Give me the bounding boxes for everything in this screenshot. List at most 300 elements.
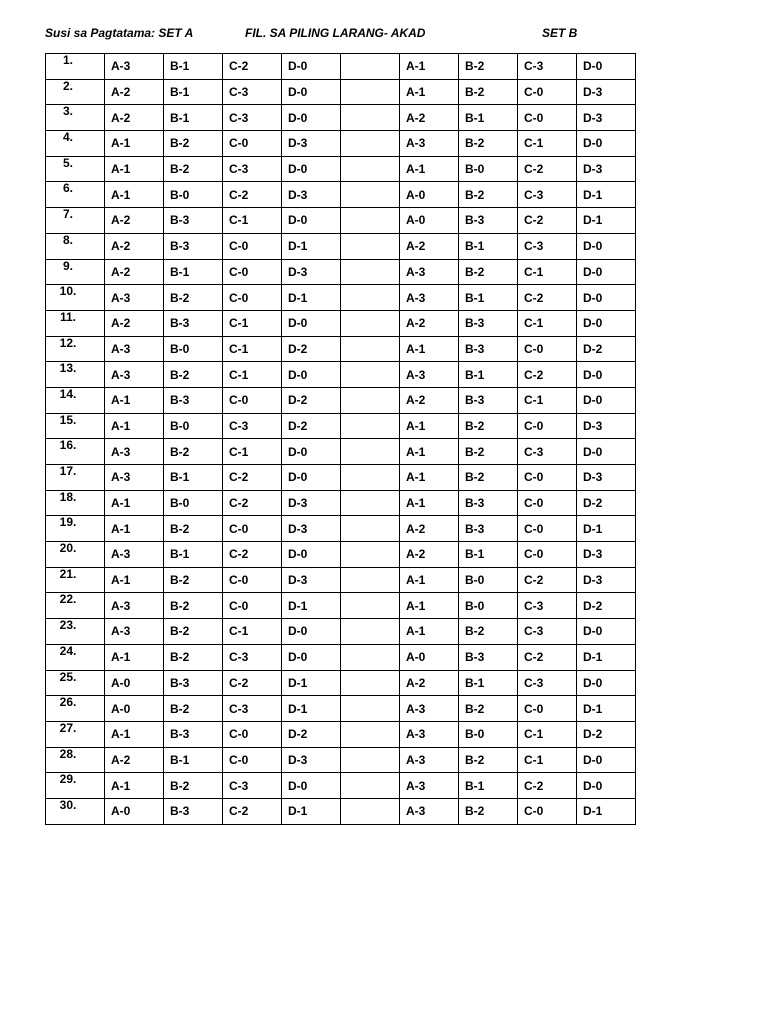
table-row	[46, 542, 636, 568]
set-a-answer-cell: C-1	[223, 208, 282, 234]
table-row	[46, 773, 636, 799]
table-row	[46, 259, 636, 285]
set-a-answer-cell: B-1	[164, 542, 223, 568]
set-a-answer-cell: A-0	[105, 798, 164, 824]
set-b-answer-cell: C-2	[518, 644, 577, 670]
table-row	[46, 567, 636, 593]
set-b-answer-cell: A-1	[400, 54, 459, 80]
set-a-answer-cell: B-3	[164, 310, 223, 336]
set-a-answer-cell: A-3	[105, 336, 164, 362]
separator-cell	[341, 619, 400, 645]
separator-cell	[341, 542, 400, 568]
set-b-answer-cell: B-2	[459, 79, 518, 105]
table-row	[46, 644, 636, 670]
set-b-answer-cell: C-1	[518, 259, 577, 285]
set-b-answer-cell: D-0	[577, 619, 636, 645]
set-b-answer-cell: C-2	[518, 208, 577, 234]
set-b-answer-cell: C-1	[518, 310, 577, 336]
set-b-answer-cell: A-0	[400, 644, 459, 670]
set-a-answer-cell: C-3	[223, 413, 282, 439]
set-a-answer-cell: B-1	[164, 54, 223, 80]
set-b-answer-cell: D-1	[577, 798, 636, 824]
set-b-answer-cell: B-3	[459, 490, 518, 516]
set-b-answer-cell: B-1	[459, 233, 518, 259]
set-a-answer-cell: B-0	[164, 336, 223, 362]
set-a-answer-cell: A-1	[105, 387, 164, 413]
table-row	[46, 79, 636, 105]
set-b-answer-cell: D-0	[577, 387, 636, 413]
set-b-answer-cell: B-0	[459, 721, 518, 747]
set-a-answer-cell: D-3	[282, 747, 341, 773]
set-a-answer-cell: B-2	[164, 131, 223, 157]
set-b-answer-cell: D-3	[577, 105, 636, 131]
set-b-answer-cell: B-2	[459, 747, 518, 773]
separator-cell	[341, 516, 400, 542]
set-a-answer-cell: D-0	[282, 362, 341, 388]
set-b-answer-cell: C-0	[518, 798, 577, 824]
set-a-answer-cell: A-2	[105, 747, 164, 773]
set-a-answer-cell: D-1	[282, 285, 341, 311]
set-a-answer-cell: B-2	[164, 516, 223, 542]
set-a-answer-cell: B-2	[164, 285, 223, 311]
item-number: 14.	[46, 387, 105, 413]
set-a-answer-cell: C-0	[223, 131, 282, 157]
set-b-answer-cell: B-2	[459, 54, 518, 80]
separator-cell	[341, 721, 400, 747]
set-a-answer-cell: A-3	[105, 593, 164, 619]
item-number: 6.	[46, 182, 105, 208]
set-a-answer-cell: D-0	[282, 465, 341, 491]
separator-cell	[341, 79, 400, 105]
set-a-answer-cell: B-1	[164, 259, 223, 285]
set-a-answer-cell: B-3	[164, 798, 223, 824]
set-b-answer-cell: C-3	[518, 619, 577, 645]
separator-cell	[341, 439, 400, 465]
set-b-answer-cell: A-0	[400, 182, 459, 208]
set-a-answer-cell: C-3	[223, 156, 282, 182]
set-b-answer-cell: A-1	[400, 156, 459, 182]
set-b-answer-cell: A-3	[400, 747, 459, 773]
item-number: 21.	[46, 567, 105, 593]
set-b-answer-cell: C-0	[518, 542, 577, 568]
table-row	[46, 670, 636, 696]
set-a-answer-cell: C-0	[223, 259, 282, 285]
set-a-answer-cell: D-1	[282, 233, 341, 259]
set-b-answer-cell: C-1	[518, 387, 577, 413]
set-b-answer-cell: A-1	[400, 619, 459, 645]
set-b-answer-cell: B-3	[459, 644, 518, 670]
set-a-answer-cell: D-3	[282, 567, 341, 593]
set-a-answer-cell: D-0	[282, 79, 341, 105]
set-b-answer-cell: C-1	[518, 747, 577, 773]
separator-cell	[341, 670, 400, 696]
set-b-answer-cell: A-1	[400, 567, 459, 593]
set-a-answer-cell: B-2	[164, 156, 223, 182]
table-row	[46, 336, 636, 362]
set-b-answer-cell: C-0	[518, 696, 577, 722]
set-a-answer-cell: B-1	[164, 105, 223, 131]
set-b-answer-cell: A-3	[400, 285, 459, 311]
set-b-answer-cell: B-2	[459, 182, 518, 208]
set-b-answer-cell: D-0	[577, 233, 636, 259]
set-b-answer-cell: A-3	[400, 773, 459, 799]
item-number: 2.	[46, 79, 105, 105]
set-a-answer-cell: B-0	[164, 182, 223, 208]
set-b-answer-cell: A-2	[400, 516, 459, 542]
set-b-answer-cell: B-0	[459, 567, 518, 593]
item-number: 1.	[46, 54, 105, 80]
set-b-answer-cell: A-2	[400, 105, 459, 131]
set-a-answer-cell: A-1	[105, 721, 164, 747]
set-a-answer-cell: A-1	[105, 131, 164, 157]
set-a-answer-cell: A-2	[105, 259, 164, 285]
set-a-answer-cell: A-2	[105, 233, 164, 259]
set-a-answer-cell: B-2	[164, 567, 223, 593]
set-b-answer-cell: D-2	[577, 721, 636, 747]
set-b-answer-cell: C-0	[518, 516, 577, 542]
set-b-answer-cell: D-1	[577, 516, 636, 542]
item-number: 5.	[46, 156, 105, 182]
set-b-answer-cell: D-2	[577, 593, 636, 619]
set-a-answer-cell: B-2	[164, 439, 223, 465]
set-a-answer-cell: D-2	[282, 413, 341, 439]
set-b-answer-cell: D-0	[577, 773, 636, 799]
separator-cell	[341, 490, 400, 516]
set-a-answer-cell: C-0	[223, 285, 282, 311]
set-a-answer-cell: C-3	[223, 79, 282, 105]
set-a-answer-cell: A-0	[105, 670, 164, 696]
set-b-answer-cell: C-2	[518, 156, 577, 182]
table-row	[46, 54, 636, 80]
set-a-answer-cell: D-0	[282, 54, 341, 80]
set-b-answer-cell: D-2	[577, 336, 636, 362]
set-a-answer-cell: A-2	[105, 79, 164, 105]
answer-key-body	[46, 54, 636, 825]
set-a-answer-cell: A-0	[105, 696, 164, 722]
set-b-answer-cell: D-0	[577, 670, 636, 696]
set-a-answer-cell: B-1	[164, 79, 223, 105]
item-number: 25.	[46, 670, 105, 696]
table-row	[46, 516, 636, 542]
set-a-answer-cell: C-2	[223, 490, 282, 516]
set-a-answer-cell: A-3	[105, 619, 164, 645]
table-row	[46, 696, 636, 722]
set-a-answer-cell: B-3	[164, 233, 223, 259]
item-number: 20.	[46, 542, 105, 568]
set-b-answer-cell: C-3	[518, 54, 577, 80]
set-a-answer-cell: D-1	[282, 670, 341, 696]
separator-cell	[341, 285, 400, 311]
set-a-answer-cell: C-2	[223, 182, 282, 208]
item-number: 10.	[46, 285, 105, 311]
set-a-answer-cell: D-3	[282, 516, 341, 542]
separator-cell	[341, 644, 400, 670]
set-b-answer-cell: C-1	[518, 721, 577, 747]
set-b-answer-cell: C-3	[518, 233, 577, 259]
set-b-answer-cell: D-0	[577, 54, 636, 80]
set-a-answer-cell: A-3	[105, 362, 164, 388]
set-b-answer-cell: A-1	[400, 439, 459, 465]
set-a-answer-cell: C-0	[223, 567, 282, 593]
set-a-answer-cell: C-0	[223, 516, 282, 542]
set-a-title: Susi sa Pagtatama: SET A	[45, 26, 194, 40]
item-number: 11.	[46, 310, 105, 336]
set-a-answer-cell: B-2	[164, 362, 223, 388]
set-a-answer-cell: A-1	[105, 182, 164, 208]
table-row	[46, 182, 636, 208]
table-row	[46, 156, 636, 182]
set-a-answer-cell: A-1	[105, 567, 164, 593]
set-a-answer-cell: B-2	[164, 644, 223, 670]
separator-cell	[341, 156, 400, 182]
set-b-answer-cell: B-3	[459, 208, 518, 234]
subject-title: FIL. SA PILING LARANG- AKAD	[245, 26, 426, 40]
table-row	[46, 465, 636, 491]
set-a-answer-cell: D-0	[282, 773, 341, 799]
set-a-answer-cell: D-1	[282, 798, 341, 824]
set-a-answer-cell: C-3	[223, 696, 282, 722]
set-b-answer-cell: B-1	[459, 285, 518, 311]
table-row	[46, 387, 636, 413]
set-b-answer-cell: B-2	[459, 259, 518, 285]
set-b-answer-cell: B-2	[459, 696, 518, 722]
table-row	[46, 593, 636, 619]
set-b-answer-cell: D-0	[577, 131, 636, 157]
set-b-answer-cell: A-0	[400, 208, 459, 234]
set-a-answer-cell: B-0	[164, 413, 223, 439]
item-number: 28.	[46, 747, 105, 773]
set-b-answer-cell: D-1	[577, 208, 636, 234]
item-number: 23.	[46, 619, 105, 645]
set-a-answer-cell: D-2	[282, 721, 341, 747]
set-b-answer-cell: A-2	[400, 233, 459, 259]
set-b-answer-cell: B-2	[459, 465, 518, 491]
set-a-answer-cell: B-1	[164, 747, 223, 773]
set-b-answer-cell: D-1	[577, 644, 636, 670]
set-a-answer-cell: D-0	[282, 208, 341, 234]
separator-cell	[341, 696, 400, 722]
set-a-answer-cell: D-0	[282, 310, 341, 336]
item-number: 17.	[46, 465, 105, 491]
set-a-answer-cell: D-0	[282, 105, 341, 131]
set-b-answer-cell: B-3	[459, 310, 518, 336]
set-a-answer-cell: A-2	[105, 208, 164, 234]
table-row	[46, 490, 636, 516]
set-b-answer-cell: C-0	[518, 79, 577, 105]
set-a-answer-cell: A-1	[105, 644, 164, 670]
answer-key-table	[45, 53, 636, 825]
set-a-answer-cell: B-2	[164, 773, 223, 799]
item-number: 4.	[46, 131, 105, 157]
set-a-answer-cell: A-3	[105, 465, 164, 491]
set-a-answer-cell: B-3	[164, 721, 223, 747]
set-b-answer-cell: A-1	[400, 490, 459, 516]
set-a-answer-cell: D-0	[282, 439, 341, 465]
set-a-answer-cell: D-2	[282, 387, 341, 413]
separator-cell	[341, 362, 400, 388]
separator-cell	[341, 131, 400, 157]
set-a-answer-cell: D-1	[282, 593, 341, 619]
set-b-answer-cell: C-3	[518, 182, 577, 208]
set-b-answer-cell: D-3	[577, 542, 636, 568]
set-a-answer-cell: D-3	[282, 131, 341, 157]
table-row	[46, 439, 636, 465]
set-b-answer-cell: D-1	[577, 182, 636, 208]
set-a-answer-cell: D-3	[282, 259, 341, 285]
set-a-answer-cell: C-3	[223, 644, 282, 670]
set-b-answer-cell: D-0	[577, 259, 636, 285]
set-b-answer-cell: C-0	[518, 336, 577, 362]
separator-cell	[341, 182, 400, 208]
item-number: 29.	[46, 773, 105, 799]
separator-cell	[341, 773, 400, 799]
set-a-answer-cell: A-3	[105, 439, 164, 465]
set-b-answer-cell: B-1	[459, 105, 518, 131]
set-b-answer-cell: C-1	[518, 131, 577, 157]
table-row	[46, 362, 636, 388]
set-b-answer-cell: B-2	[459, 413, 518, 439]
set-a-answer-cell: D-3	[282, 490, 341, 516]
set-b-answer-cell: B-0	[459, 593, 518, 619]
separator-cell	[341, 567, 400, 593]
set-a-answer-cell: C-0	[223, 721, 282, 747]
set-a-answer-cell: A-1	[105, 490, 164, 516]
set-b-answer-cell: B-3	[459, 516, 518, 542]
set-b-answer-cell: B-2	[459, 798, 518, 824]
set-b-answer-cell: D-0	[577, 285, 636, 311]
set-b-answer-cell: C-3	[518, 439, 577, 465]
separator-cell	[341, 465, 400, 491]
set-b-answer-cell: C-0	[518, 413, 577, 439]
set-b-answer-cell: A-3	[400, 798, 459, 824]
set-a-answer-cell: A-1	[105, 516, 164, 542]
set-a-answer-cell: C-2	[223, 465, 282, 491]
set-a-answer-cell: A-2	[105, 105, 164, 131]
separator-cell	[341, 747, 400, 773]
table-row	[46, 798, 636, 824]
set-b-answer-cell: A-3	[400, 696, 459, 722]
set-b-answer-cell: A-1	[400, 79, 459, 105]
set-b-answer-cell: D-0	[577, 362, 636, 388]
set-a-answer-cell: D-2	[282, 336, 341, 362]
set-b-answer-cell: C-0	[518, 465, 577, 491]
set-b-answer-cell: A-3	[400, 362, 459, 388]
item-number: 30.	[46, 798, 105, 824]
set-a-answer-cell: B-2	[164, 696, 223, 722]
set-a-answer-cell: D-0	[282, 644, 341, 670]
set-a-answer-cell: D-3	[282, 182, 341, 208]
set-b-answer-cell: A-2	[400, 542, 459, 568]
separator-cell	[341, 310, 400, 336]
set-b-answer-cell: B-1	[459, 670, 518, 696]
set-a-answer-cell: C-1	[223, 362, 282, 388]
separator-cell	[341, 413, 400, 439]
set-b-answer-cell: D-3	[577, 156, 636, 182]
item-number: 26.	[46, 696, 105, 722]
set-b-answer-cell: A-1	[400, 465, 459, 491]
set-a-answer-cell: C-3	[223, 773, 282, 799]
set-a-answer-cell: C-1	[223, 310, 282, 336]
set-b-answer-cell: B-2	[459, 439, 518, 465]
set-a-answer-cell: C-3	[223, 105, 282, 131]
set-a-answer-cell: C-0	[223, 387, 282, 413]
table-row	[46, 233, 636, 259]
set-b-answer-cell: D-3	[577, 465, 636, 491]
set-b-answer-cell: A-3	[400, 721, 459, 747]
set-a-answer-cell: A-3	[105, 542, 164, 568]
item-number: 16.	[46, 439, 105, 465]
set-b-answer-cell: D-0	[577, 439, 636, 465]
set-b-answer-cell: A-1	[400, 336, 459, 362]
set-b-answer-cell: B-1	[459, 773, 518, 799]
item-number: 24.	[46, 644, 105, 670]
separator-cell	[341, 593, 400, 619]
set-b-answer-cell: D-3	[577, 567, 636, 593]
table-row	[46, 208, 636, 234]
set-b-answer-cell: C-3	[518, 593, 577, 619]
set-b-answer-cell: D-0	[577, 747, 636, 773]
set-a-answer-cell: C-2	[223, 542, 282, 568]
set-b-title: SET B	[542, 26, 578, 40]
set-a-answer-cell: B-2	[164, 593, 223, 619]
set-a-answer-cell: C-0	[223, 747, 282, 773]
set-b-answer-cell: B-3	[459, 387, 518, 413]
set-a-answer-cell: B-1	[164, 465, 223, 491]
item-number: 19.	[46, 516, 105, 542]
set-b-answer-cell: C-0	[518, 105, 577, 131]
item-number: 27.	[46, 721, 105, 747]
set-a-answer-cell: D-0	[282, 542, 341, 568]
set-b-answer-cell: C-2	[518, 773, 577, 799]
set-b-answer-cell: C-3	[518, 670, 577, 696]
set-a-answer-cell: A-3	[105, 285, 164, 311]
separator-cell	[341, 54, 400, 80]
table-row	[46, 747, 636, 773]
set-b-answer-cell: C-2	[518, 285, 577, 311]
set-b-answer-cell: D-3	[577, 413, 636, 439]
set-a-answer-cell: B-0	[164, 490, 223, 516]
separator-cell	[341, 798, 400, 824]
separator-cell	[341, 336, 400, 362]
set-a-answer-cell: A-2	[105, 310, 164, 336]
set-a-answer-cell: B-2	[164, 619, 223, 645]
set-b-answer-cell: B-0	[459, 156, 518, 182]
set-b-answer-cell: A-2	[400, 670, 459, 696]
set-a-answer-cell: C-2	[223, 54, 282, 80]
set-b-answer-cell: A-1	[400, 413, 459, 439]
item-number: 8.	[46, 233, 105, 259]
set-a-answer-cell: A-1	[105, 413, 164, 439]
set-a-answer-cell: C-1	[223, 619, 282, 645]
set-a-answer-cell: D-0	[282, 156, 341, 182]
set-a-answer-cell: B-3	[164, 670, 223, 696]
table-row	[46, 721, 636, 747]
set-b-answer-cell: B-2	[459, 619, 518, 645]
item-number: 9.	[46, 259, 105, 285]
item-number: 15.	[46, 413, 105, 439]
set-b-answer-cell: C-2	[518, 567, 577, 593]
table-row	[46, 310, 636, 336]
item-number: 3.	[46, 105, 105, 131]
set-a-answer-cell: A-3	[105, 54, 164, 80]
set-b-answer-cell: C-2	[518, 362, 577, 388]
set-b-answer-cell: D-2	[577, 490, 636, 516]
set-a-answer-cell: A-1	[105, 773, 164, 799]
set-b-answer-cell: B-1	[459, 362, 518, 388]
set-b-answer-cell: A-2	[400, 387, 459, 413]
set-a-answer-cell: C-1	[223, 439, 282, 465]
set-b-answer-cell: A-3	[400, 131, 459, 157]
